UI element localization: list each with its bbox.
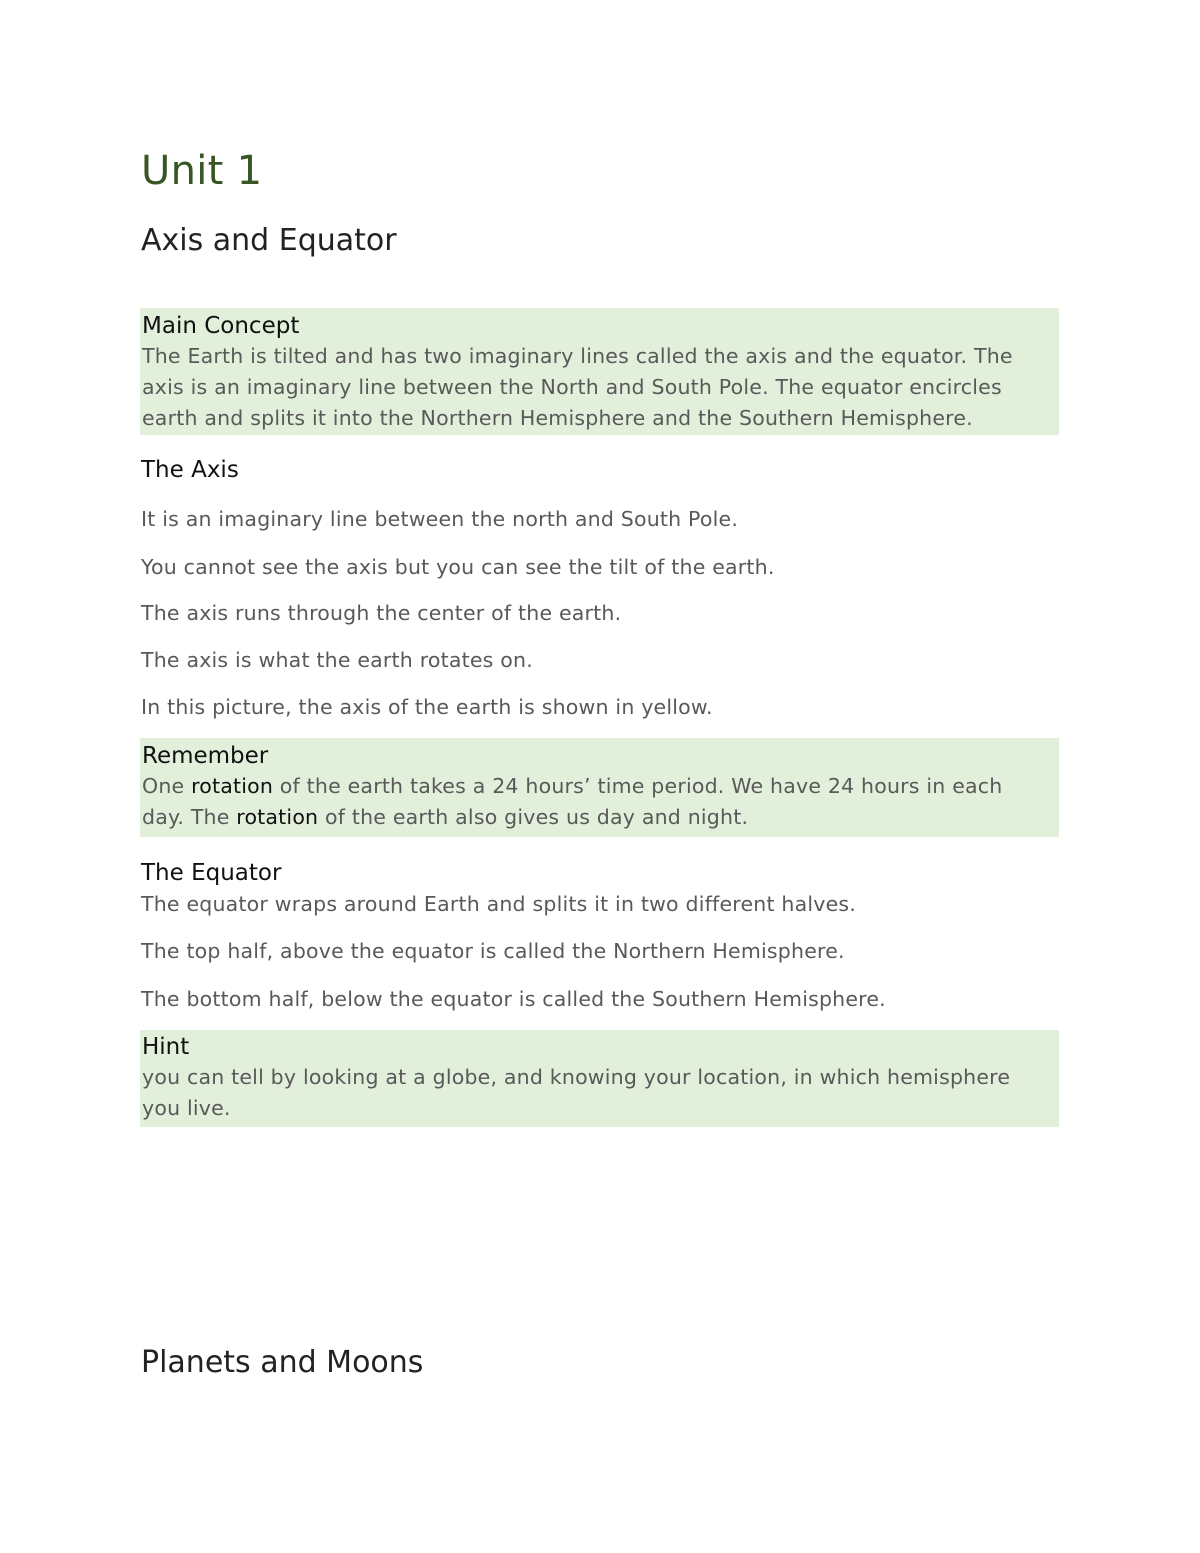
hint-heading: Hint [142,1034,190,1060]
section-title-axis-and-equator: Axis and Equator [141,223,397,258]
remember-callout [140,738,1059,837]
axis-heading: The Axis [141,457,239,483]
remember-text: of the earth also gives us day and night. [318,805,749,829]
equator-paragraph: The top half, above the equator is called the Northern Hemisphere. [141,939,845,963]
axis-paragraph: It is an imaginary line between the north and South Pole. [141,507,739,531]
hint-line: you can tell by looking at a globe, and knowing your location, in which hemisphere [142,1065,1011,1089]
hint-line: you live. [142,1096,231,1120]
remember-text: One [142,774,192,798]
remember-text: day. The [142,805,237,829]
axis-paragraph: The axis runs through the center of the earth. [141,601,622,625]
remember-text: of the earth takes a 24 hours’ time period. We have 24 hours in each [273,774,1003,798]
equator-paragraph: The equator wraps around Earth and splits it in two different halves. [141,892,857,916]
axis-paragraph: In this picture, the axis of the earth is shown in yellow. [141,695,713,719]
main-concept-line: The Earth is tilted and has two imaginary lines called the axis and the equator. The [142,344,1013,368]
equator-paragraph: The bottom half, below the equator is called the Southern Hemisphere. [141,987,886,1011]
main-concept-line: earth and splits it into the Northern Hemisphere and the Southern Hemisphere. [142,406,973,430]
hint-callout [140,1030,1059,1127]
main-concept-callout [140,308,1059,435]
remember-line [142,802,1057,833]
section-title-planets-and-moons: Planets and Moons [141,1345,424,1380]
axis-paragraph: You cannot see the axis but you can see the tilt of the earth. [141,555,775,579]
remember-line [142,771,1057,802]
rotation-term: rotation [191,774,274,798]
unit-title: Unit 1 [141,148,263,194]
equator-heading: The Equator [141,860,282,886]
main-concept-heading: Main Concept [142,313,300,339]
rotation-term: rotation [236,805,319,829]
main-concept-line: axis is an imaginary line between the North and South Pole. The equator encircles [142,375,1002,399]
remember-heading: Remember [142,743,269,769]
axis-paragraph: The axis is what the earth rotates on. [141,648,533,672]
